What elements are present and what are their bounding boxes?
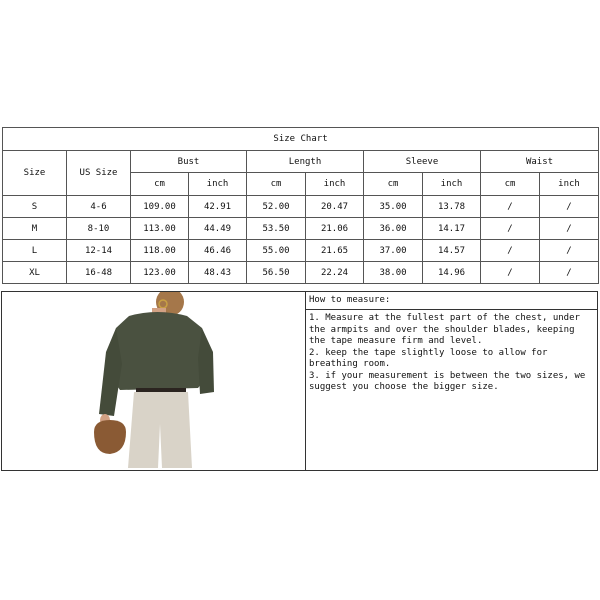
- cell-us-size: 12-14: [67, 240, 131, 262]
- cell-bust-inch: 48.43: [189, 262, 247, 284]
- cell-length-cm: 52.00: [247, 196, 306, 218]
- cell-bust-cm: 109.00: [131, 196, 189, 218]
- unit-length-inch: inch: [306, 173, 364, 196]
- cell-waist-cm: /: [481, 240, 540, 262]
- cell-sleeve-inch: 13.78: [423, 196, 481, 218]
- model-wearing-sweater-image: [2, 292, 305, 470]
- cell-length-cm: 55.00: [247, 240, 306, 262]
- cell-length-inch: 20.47: [306, 196, 364, 218]
- cell-waist-inch: /: [540, 240, 599, 262]
- unit-waist-cm: cm: [481, 173, 540, 196]
- pants: [128, 392, 192, 468]
- cell-bust-inch: 44.49: [189, 218, 247, 240]
- header-size: Size: [3, 151, 67, 196]
- size-chart-title: Size Chart: [3, 128, 599, 151]
- cell-sleeve-inch: 14.17: [423, 218, 481, 240]
- unit-waist-inch: inch: [540, 173, 599, 196]
- product-photo: [2, 292, 306, 470]
- header-bust: Bust: [131, 151, 247, 173]
- measure-step-2: 2. keep the tape slightly loose to allow for breathing room.: [309, 347, 548, 369]
- table-row: [3, 240, 599, 262]
- cell-size: M: [3, 218, 67, 240]
- unit-bust-cm: cm: [131, 173, 189, 196]
- cell-us-size: 4-6: [67, 196, 131, 218]
- cell-size: XL: [3, 262, 67, 284]
- cell-sleeve-cm: 36.00: [364, 218, 423, 240]
- header-length: Length: [247, 151, 364, 173]
- cell-waist-inch: /: [540, 218, 599, 240]
- cell-length-inch: 21.06: [306, 218, 364, 240]
- header-waist: Waist: [481, 151, 599, 173]
- header-sleeve: Sleeve: [364, 151, 481, 173]
- cell-sleeve-inch: 14.96: [423, 262, 481, 284]
- cell-bust-cm: 123.00: [131, 262, 189, 284]
- cell-length-inch: 21.65: [306, 240, 364, 262]
- table-row: [3, 262, 599, 284]
- cell-bust-cm: 118.00: [131, 240, 189, 262]
- cell-waist-inch: /: [540, 262, 599, 284]
- cell-length-cm: 56.50: [247, 262, 306, 284]
- cell-size: S: [3, 196, 67, 218]
- cell-waist-cm: /: [481, 218, 540, 240]
- cell-bust-inch: 46.46: [189, 240, 247, 262]
- how-to-measure-steps: [306, 310, 597, 394]
- cell-sleeve-cm: 38.00: [364, 262, 423, 284]
- cell-us-size: 16-48: [67, 262, 131, 284]
- header-us-size: US Size: [67, 151, 131, 196]
- how-to-measure-title: How to measure:: [306, 292, 597, 310]
- cell-sleeve-cm: 35.00: [364, 196, 423, 218]
- cell-waist-inch: /: [540, 196, 599, 218]
- size-chart-table: [2, 127, 599, 284]
- unit-length-cm: cm: [247, 173, 306, 196]
- clutch-bag: [94, 420, 126, 454]
- unit-bust-inch: inch: [189, 173, 247, 196]
- cell-waist-cm: /: [481, 262, 540, 284]
- measure-step-3: 3. if your measurement is between the two sizes, we suggest you choose the bigger size.: [309, 370, 586, 392]
- unit-sleeve-inch: inch: [423, 173, 481, 196]
- sweater-body: [112, 312, 206, 390]
- cell-waist-cm: /: [481, 196, 540, 218]
- table-row: [3, 196, 599, 218]
- cell-sleeve-inch: 14.57: [423, 240, 481, 262]
- cell-us-size: 8-10: [67, 218, 131, 240]
- product-info-panel: [1, 291, 598, 471]
- cell-length-cm: 53.50: [247, 218, 306, 240]
- measure-step-1: 1. Measure at the fullest part of the chest, under the armpits and over the shoulder blades, keeping the tape measure firm and level.: [309, 313, 580, 346]
- cell-sleeve-cm: 37.00: [364, 240, 423, 262]
- cell-length-inch: 22.24: [306, 262, 364, 284]
- cell-bust-inch: 42.91: [189, 196, 247, 218]
- unit-sleeve-cm: cm: [364, 173, 423, 196]
- how-to-measure-panel: [306, 292, 597, 470]
- table-row: [3, 218, 599, 240]
- cell-bust-cm: 113.00: [131, 218, 189, 240]
- cell-size: L: [3, 240, 67, 262]
